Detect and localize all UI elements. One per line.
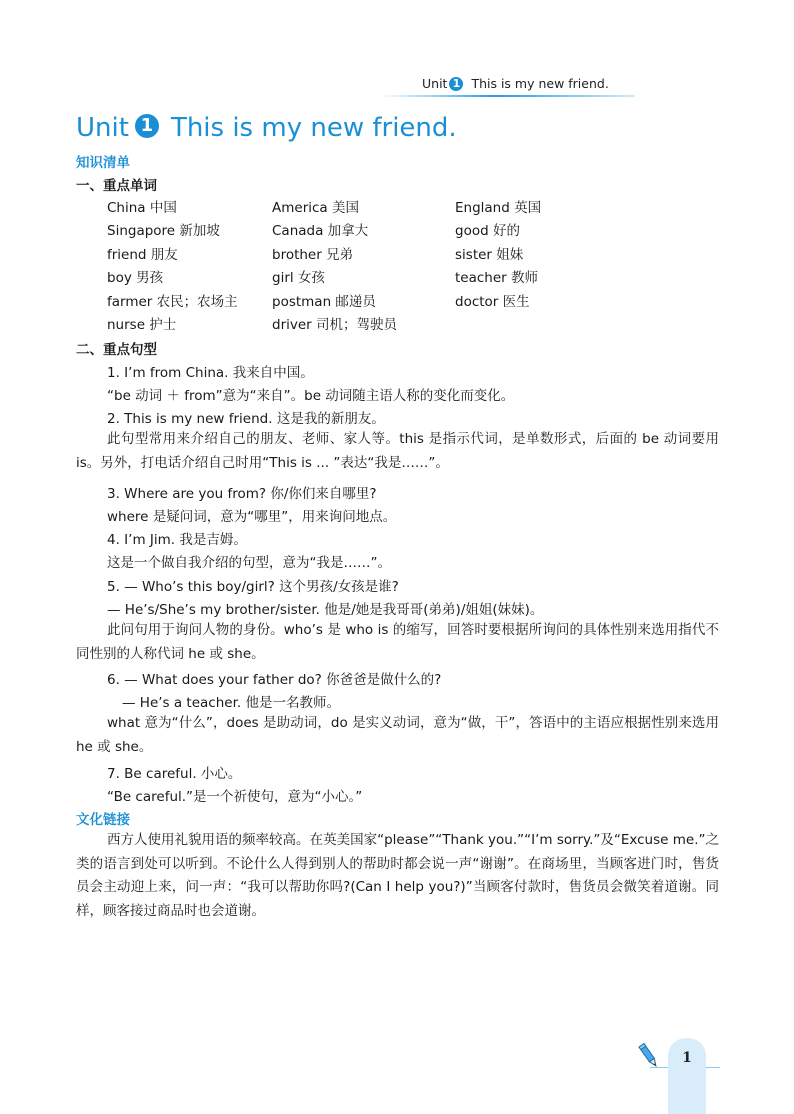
running-header-unit: Unit [422,76,448,91]
vocab-row [107,243,587,266]
title-text: This is my new friend. [170,113,457,143]
vocab-row [107,313,587,336]
page-number-tab [668,1038,706,1114]
vocab-item: doctor 医生 [455,293,530,310]
vocab-item: friend 朋友 [107,246,178,263]
vocab-item: brother 兄弟 [272,246,354,263]
vocab-item: Canada 加拿大 [272,223,369,240]
point-1-note: “be 动词 ＋ from”意为“来自”。be 动词随主语人称的变化而变化。 [107,388,515,404]
point-6-answer: — He’s a teacher. 他是一名教师。 [122,695,340,711]
point-3: 3. Where are you from? 你/你们来自哪里? [107,486,377,502]
running-header [380,76,635,98]
vocab-item: America 美国 [272,200,359,216]
vocab-item: teacher 教师 [455,270,538,287]
vocab-item: sister 姐妹 [455,246,524,263]
point-6: 6. — What does your father do? 你爸爸是做什么的? [107,672,442,688]
vocab-item: girl 女孩 [272,270,325,287]
culture-paragraph: 西方人使用礼貌用语的频率较高。在英美国家“please”“Thank you.”“I’m sorry.”及“Excuse me.”之类的语言到处可以听到。不论什么人得到别人的帮助时都会说一声“谢谢”。在商场里，当顾客进门时，售货员会主动迎上来，问一声：“我可以帮助你吗?(Can I help you?)”当顾客付款时，售货员会微笑着道谢。同样，顾客接过商品时也会道谢。 [76,832,719,919]
title-unit-number: 1 [135,114,159,138]
vocab-item: good 好的 [455,223,520,240]
sentences-heading: 二、重点句型 [76,342,157,358]
vocab-heading: 一、重点单词 [76,178,157,194]
point-1: 1. I’m from China. 我来自中国。 [107,365,314,381]
vocab-item: driver 司机；驾驶员 [272,316,398,333]
point-5: 5. — Who’s this boy/girl? 这个男孩/女孩是谁? [107,579,399,595]
point-4: 4. I’m Jim. 我是吉姆。 [107,532,247,548]
vocab-item: Singapore 新加坡 [107,223,220,240]
vocab-table [107,196,587,336]
vocab-item: postman 邮递员 [272,293,376,310]
vocab-item: nurse 护士 [107,316,177,333]
vocab-item: England 英国 [455,200,542,216]
point-5-note: 此问句用于询问人物的身份。who’s 是 who is 的缩写，回答时要根据所询问的具体性别来选用指代不同性别的人称代词 he 或 she。 [76,622,719,662]
point-3-note: where 是疑问词，意为“哪里”，用来询问地点。 [107,509,397,525]
point-2: 2. This is my new friend. 这是我的新朋友。 [107,411,385,427]
vocab-row [107,196,587,219]
section-knowledge-heading: 知识清单 [76,155,130,171]
running-header-text [422,76,609,93]
point-5-answer: — He’s/She’s my brother/sister. 他是/她是我哥哥(弟弟)/姐姐(妹妹)。 [107,602,544,618]
page-title [76,113,457,143]
vocab-item: farmer 农民；农场主 [107,293,238,310]
vocab-row [107,290,587,313]
title-unit-word: Unit [76,113,129,143]
running-header-rule [380,95,635,97]
point-4-note: 这是一个做自我介绍的句型，意为“我是……”。 [107,555,391,571]
point-7: 7. Be careful. 小心。 [107,766,242,782]
running-header-unit-number: 1 [449,77,463,91]
page-number: 1 [682,1050,692,1066]
vocab-item: boy 男孩 [107,270,164,287]
point-7-note: “Be careful.”是一个祈使句，意为“小心。” [107,789,363,805]
vocab-row [107,219,587,242]
running-header-title: This is my new friend. [471,76,609,91]
section-culture-heading: 文化链接 [76,812,130,828]
vocab-row [107,266,587,289]
vocab-item: China 中国 [107,200,177,216]
point-6-note: what 意为“什么”，does 是助动词，do 是实义动词，意为“做，干”，答语中的主语应根据性别来选用 he 或 she。 [76,715,719,755]
point-2-note: 此句型常用来介绍自己的朋友、老师、家人等。this 是指示代词，是单数形式，后面的 be 动词要用 is。另外，打电话介绍自己时用“This is ... ”表达“我是……”。 [76,431,719,471]
